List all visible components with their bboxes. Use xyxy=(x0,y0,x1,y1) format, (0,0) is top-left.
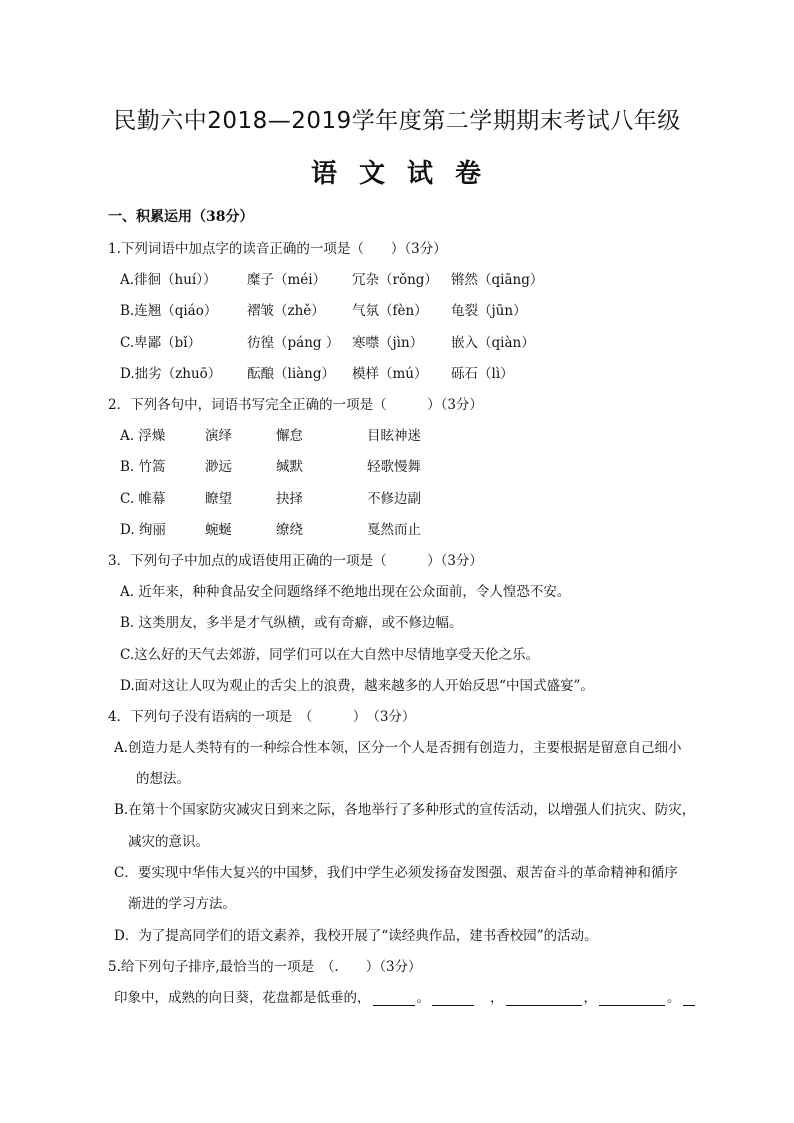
question-2-option-cell: 目眩神迷 xyxy=(367,428,421,444)
question-1-option-cell: 嵌入（qiàn） xyxy=(451,334,535,351)
question-3-option: A. 近年来，种种食品安全问题络绎不绝地出现在公众面前，令人惶恐不安。 xyxy=(120,584,571,600)
question-1-option-cell: 气氛（fèn） xyxy=(352,303,428,320)
question-1-option-cell: 彷徨（páng ） xyxy=(247,334,340,351)
question-2-option-cell: 渺远 xyxy=(205,459,232,476)
question-1-option-cell: 锵然（qiāng） xyxy=(451,272,544,288)
question-1-option-cell: 糜子（méi） xyxy=(247,272,327,288)
answer-blank[interactable] xyxy=(373,991,415,1006)
question-1-option-cell: D.拙劣（zhuō） xyxy=(120,365,222,382)
question-4-option-continued: 渐进的学习方法。 xyxy=(128,896,236,912)
punctuation: 。 xyxy=(416,990,430,1006)
question-1-option-cell: 褶皱（zhě） xyxy=(247,303,325,320)
question-2-option-cell: 缄默 xyxy=(276,459,303,476)
question-2-option-cell: B. 竹篙 xyxy=(120,459,166,476)
question-2-option-cell: 抉择 xyxy=(276,490,303,507)
exam-title: 民勤六中2018—2019学年度第二学期期末考试八年级 xyxy=(113,108,681,134)
punctuation: 。 xyxy=(667,990,681,1006)
question-3-option: C.这么好的天气去郊游，同学们可以在大自然中尽情地享受天伦之乐。 xyxy=(120,647,540,663)
question-1-option-cell: 龟裂（jūn） xyxy=(451,303,527,320)
punctuation: ， xyxy=(583,990,597,1006)
question-4-option-continued: 的想法。 xyxy=(136,771,190,787)
question-3-stem: 3．下列句子中加点的成语使用正确的一项是（ ）（3分） xyxy=(108,553,483,569)
question-2-option-cell: D. 绚丽 xyxy=(120,521,166,538)
question-2-option-cell: C. 帷幕 xyxy=(120,490,166,507)
question-5-prefix: 印象中，成熟的向日葵，花盘都是低垂的， xyxy=(114,990,371,1006)
question-2-option-cell: 瞭望 xyxy=(205,490,232,507)
question-2-option-cell: A. 浮燥 xyxy=(120,428,166,444)
question-2-option-cell: 懈怠 xyxy=(276,428,303,444)
question-2-option-cell: 轻歌慢舞 xyxy=(367,459,421,476)
exam-subtitle: 语文试卷 xyxy=(310,159,503,189)
question-1-option-cell: A.徘徊（huí）） xyxy=(120,272,217,288)
question-4-option: A.创造力是人类特有的一种综合性本领，区分一个人是否拥有创造力，主要根据是留意自己细小 xyxy=(114,740,682,756)
answer-blank[interactable] xyxy=(432,991,474,1006)
question-2-option-cell: 演绎 xyxy=(205,428,232,444)
question-1-option-cell: C.卑鄙（bǐ） xyxy=(120,334,202,351)
question-2-option-cell: 缭绕 xyxy=(276,521,303,538)
section-heading: 一、积累运用（38分） xyxy=(108,209,254,225)
question-4-option: D．为了提高同学们的语文素养，我校开展了“读经典作品，建书香校园”的活动。 xyxy=(114,928,598,944)
question-4-stem: 4．下列句子没有语病的一项是 （ ） （3分） xyxy=(108,709,416,725)
question-5-sentence xyxy=(114,986,697,1006)
question-1-option-cell: B.连翘（qiáo） xyxy=(120,303,218,320)
question-3-option: B. 这类朋友，多半是才气纵横，或有奇癖，或不修边幅。 xyxy=(120,615,463,631)
question-1-stem: 1.下列词语中加点字的读音正确的一项是（ ）（3分） xyxy=(108,241,447,257)
question-1-option-cell: 寒噤（jìn） xyxy=(352,334,424,351)
answer-blank[interactable] xyxy=(599,991,665,1006)
question-4-option-continued: 减灾的意识。 xyxy=(128,834,209,850)
question-2-option-cell: 蜿蜒 xyxy=(205,521,232,538)
question-4-option: B.在第十个国家防灾减灾日到来之际，各地举行了多种形式的宣传活动，以增强人们抗灾、防灾， xyxy=(114,802,696,818)
question-2-option-cell: 戛然而止 xyxy=(367,521,421,538)
question-3-option: D.面对这让人叹为观止的舌尖上的浪费，越来越多的人开始反思“中国式盛宴”。 xyxy=(120,678,594,694)
question-5-stem: 5.给下列句子排序,最恰当的一项是 （. ）（3分） xyxy=(108,959,422,975)
punctuation: ， xyxy=(490,990,504,1006)
question-1-option-cell: 酝酿（liàng） xyxy=(247,365,336,382)
answer-blank[interactable] xyxy=(506,991,582,1006)
question-4-option: C．要实现中华伟大复兴的中国梦，我们中学生必须发扬奋发图强、艰苦奋斗的革命精神和循序 xyxy=(114,865,678,881)
question-1-option-cell: 模样（mú） xyxy=(352,365,428,382)
question-1-option-cell: 砾石（lì） xyxy=(451,365,514,382)
answer-blank[interactable] xyxy=(683,991,695,1006)
question-1-option-cell: 冗杂（rǒng） xyxy=(352,272,438,288)
question-2-option-cell: 不修边副 xyxy=(367,490,421,507)
question-2-stem: 2．下列各句中，词语书写完全正确的一项是（ ）（3分） xyxy=(108,397,483,413)
